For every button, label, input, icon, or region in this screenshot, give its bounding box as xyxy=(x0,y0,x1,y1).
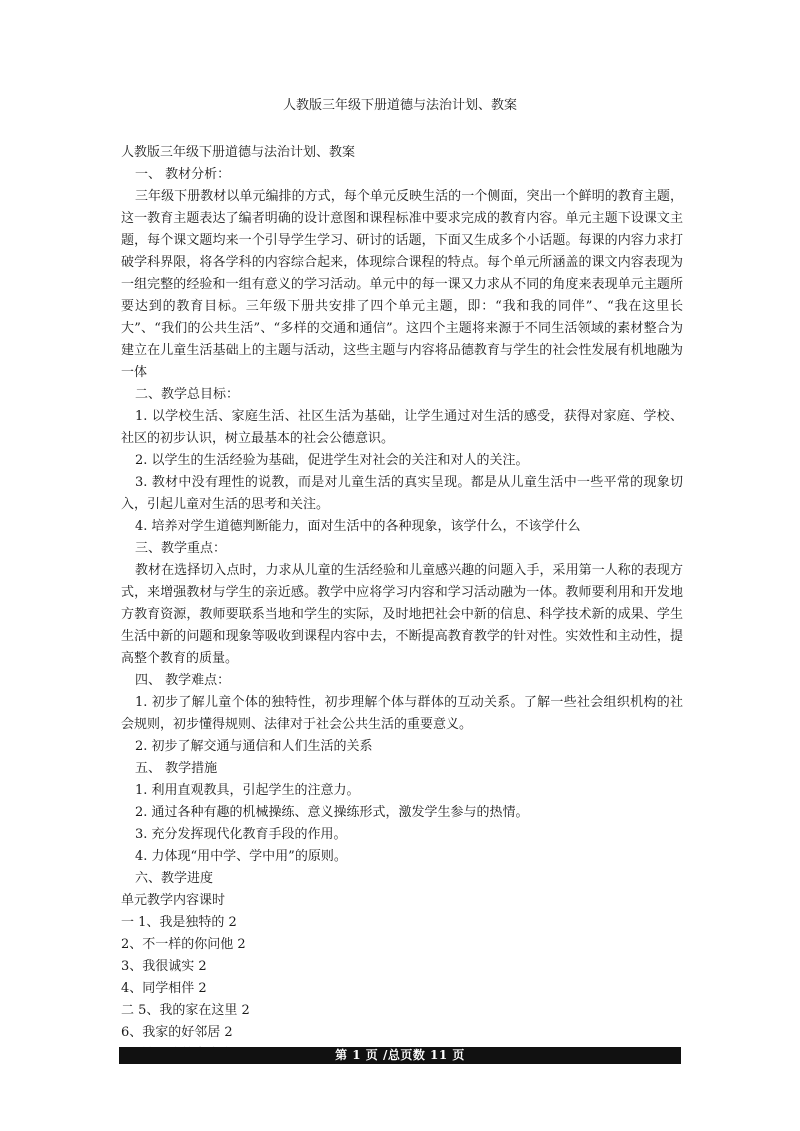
schedule-row: 6、我家的好邻居 2 xyxy=(121,1025,233,1040)
list-item: 1. 利用直观教具，引起学生的注意力。 xyxy=(135,783,360,798)
document-title: 人教版三年级下册道德与法治计划、教案 xyxy=(121,145,356,160)
page-number-label: 第 1 页 /总页数 11 页 xyxy=(335,1048,465,1062)
list-item: 1. 初步了解儿童个体的独特性，初步理解个体与群体的互动关系。了解一些社会组织机构的社会规则，初步懂得规则、法律对于社会公共生活的重要意义。 xyxy=(121,695,683,732)
section-heading-6: 六、教学进度 xyxy=(135,871,214,886)
list-item: 1. 以学校生活、家庭生活、社区生活为基础，让学生通过对生活的感受，获得对家庭、学校、社区的初步认识，树立最基本的社会公德意识。 xyxy=(121,409,683,446)
page-header-title: 人教版三年级下册道德与法治计划、教案 xyxy=(282,98,517,113)
section-paragraph-1: 三年级下册教材以单元编排的方式，每个单元反映生活的一个侧面，突出一个鲜明的教育主题，这一教育主题表达了编者明确的设计意图和课程标准中要求完成的教育内容。单元主题下设课文主题，每个课文题均来一个引导学生学习、研讨的话题，下面又生成多个小话题。每课的内容力求打破学科界限，将各学科的内容综合起来，体现综合课程的特点。每个单元所涵盖的课文内容表现为一组完整的经验和一组有意义的学习活动。单元中的每一课又力求从不同的角度来表现单元主题所要达到的教育目标。三年级下册共安排了四个单元主题，即：“我和我的同伴”、“我在这里长大”、“我们的公共生活”、“多样的交通和通信”。这四个主题将来源于不同生活领域的素材整合为建立在儿童生活基础上的主题与活动，这些主题与内容将品德教育与学生的社会性发展有机地融为一体 xyxy=(121,189,683,380)
section-heading-1: 一、 教材分析： xyxy=(135,167,231,182)
list-item: 2. 以学生的生活经验为基础，促进学生对社会的关注和对人的关注。 xyxy=(135,453,529,468)
page-footer-bar xyxy=(119,1047,681,1064)
schedule-row: 二 5、我的家在这里 2 xyxy=(121,1003,250,1018)
list-item: 4. 培养对学生道德判断能力，面对生活中的各种现象，该学什么，不该学什么 xyxy=(135,519,581,534)
schedule-row: 3、我很诚实 2 xyxy=(121,959,207,974)
list-item: 2. 通过各种有趣的机械操练、意义操练形式，激发学生参与的热情。 xyxy=(135,805,529,820)
section-heading-3: 三、教学重点： xyxy=(135,541,227,556)
list-item: 3. 教材中没有理性的说教，而是对儿童生活的真实呈现。都是从儿童生活中一些平常的现象切入，引起儿童对生活的思考和关注。 xyxy=(121,475,683,512)
list-item: 4. 力体现“用中学、学中用”的原则。 xyxy=(135,849,347,864)
section-heading-5: 五、 教学措施 xyxy=(135,761,218,776)
schedule-row: 一 1、我是独特的 2 xyxy=(121,915,237,930)
section-paragraph-3: 教材在选择切入点时，力求从儿童的生活经验和儿童感兴趣的问题入手，采用第一人称的表现方式，来增强教材与学生的亲近感。教学中应将学习内容和学习活动融为一体。教师要利用和开发地方教育资源，教师要联系当地和学生的实际，及时地把社会中新的信息、科学技术新的成果、学生生活中新的问题和现象等吸收到课程内容中去，不断提高教育教学的针对性。实效性和主动性，提高整个教育的质量。 xyxy=(121,563,683,666)
schedule-header: 单元教学内容课时 xyxy=(121,893,226,908)
list-item: 3. 充分发挥现代化教育手段的作用。 xyxy=(135,827,347,842)
section-heading-4: 四、 教学难点： xyxy=(135,673,231,688)
document-body xyxy=(121,142,683,1066)
schedule-row: 4、同学相伴 2 xyxy=(121,981,207,996)
section-heading-2: 二、教学总目标： xyxy=(135,387,240,402)
list-item: 2. 初步了解交通与通信和人们生活的关系 xyxy=(135,739,373,754)
schedule-row: 2、不一样的你问他 2 xyxy=(121,937,246,952)
